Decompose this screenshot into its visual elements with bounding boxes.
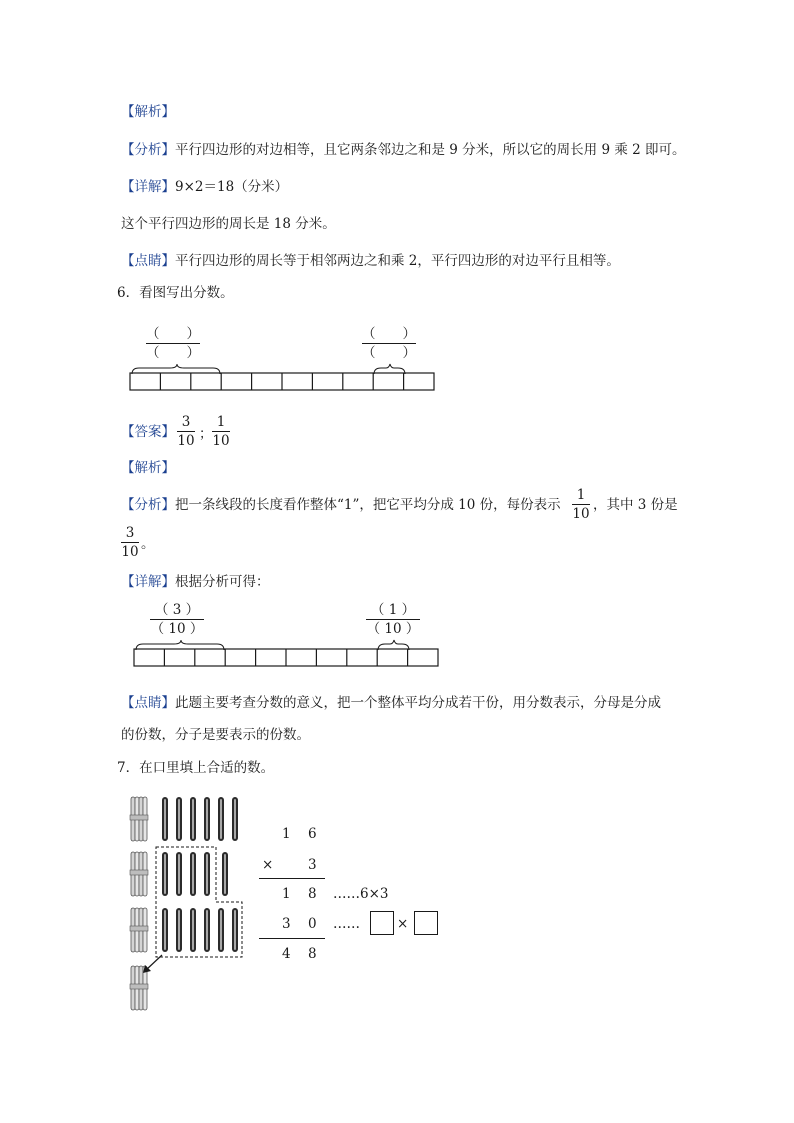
blank-numerator: （ ）	[146, 326, 200, 342]
answer-line: 【答案】	[121, 424, 175, 440]
dianjing-line-2a: 【点睛】此题主要考查分数的意义，把一个整体平均分成若干份，用分数表示，分母是分成	[121, 695, 661, 711]
dianjing-line-2b: 的份数，分子是要表示的份数。	[121, 727, 310, 743]
bundle-icon	[130, 797, 148, 841]
detail-line-1: 【详解】9×2＝18（分米）	[121, 179, 289, 195]
answer-separator: ；	[199, 426, 213, 442]
answer-box-2[interactable]	[414, 911, 438, 935]
jiexi-heading-2: 【解析】	[121, 460, 175, 476]
jiexi-heading-1: 【解析】	[121, 104, 175, 120]
solved-fraction-left: （ 3 ） （ 10 ）	[150, 602, 204, 637]
blank-denominator: （ ）	[146, 345, 200, 361]
analysis-period: 。	[141, 536, 155, 552]
row4-dots: ……	[333, 916, 360, 932]
bundle-icon	[130, 966, 148, 1010]
calc-row-2: 3	[308, 857, 317, 873]
analysis-fraction-1: 1 10	[572, 487, 590, 522]
blank-fraction-right	[362, 326, 416, 361]
answer-fraction-b: 1 10	[212, 414, 230, 449]
single-sticks-row-2	[162, 852, 228, 896]
question-6: 6．看图写出分数。	[117, 285, 234, 301]
segment-figure-solved	[129, 636, 449, 670]
calc-rule-1	[259, 878, 325, 879]
blank-numerator: （ ）	[362, 326, 416, 342]
single-sticks-row-1	[162, 797, 238, 841]
bundle-icon	[130, 852, 148, 896]
answer-box-1[interactable]	[370, 911, 394, 935]
segment-dividers	[160, 373, 403, 390]
sticks-illustration	[118, 790, 258, 1020]
blank-fraction-left	[146, 326, 200, 361]
dashed-group-outline	[156, 847, 242, 957]
analysis-fraction-2: 3 10	[121, 525, 139, 560]
answer-fraction-a: 3 10	[177, 414, 195, 449]
row3-note: ……6×3	[333, 886, 389, 902]
segment-dividers	[164, 649, 407, 666]
question-7: 7．在口里填上合适的数。	[117, 760, 275, 776]
times-sign: ×	[262, 857, 274, 873]
bundle-icon	[130, 908, 148, 952]
calc-rule-2	[259, 938, 325, 939]
analysis-line-1: 【分析】平行四边形的对边相等，且它两条邻边之和是 9 分米，所以它的周长用 9 乘 2 即可。	[121, 142, 686, 158]
segment-figure-blank	[125, 360, 445, 394]
analysis-line-2-end: ，其中 3 份是	[593, 497, 678, 513]
row4-times: ×	[397, 916, 409, 932]
analysis-line-2: 【分析】把一条线段的长度看作整体“1”，把它平均分成 10 份，每份表示	[121, 497, 561, 513]
arrow-line	[146, 955, 162, 970]
dianjing-line-1: 【点睛】平行四边形的周长等于相邻两边之和乘 2，平行四边形的对边平行且相等。	[121, 253, 620, 269]
conclusion-line-1: 这个平行四边形的周长是 18 分米。	[121, 216, 336, 232]
solved-fraction-right: （ 1 ） （ 10 ）	[366, 602, 420, 637]
detail-line-2: 【详解】根据分析可得：	[121, 574, 270, 590]
single-sticks-row-3	[162, 908, 238, 952]
blank-denominator: （ ）	[362, 345, 416, 361]
